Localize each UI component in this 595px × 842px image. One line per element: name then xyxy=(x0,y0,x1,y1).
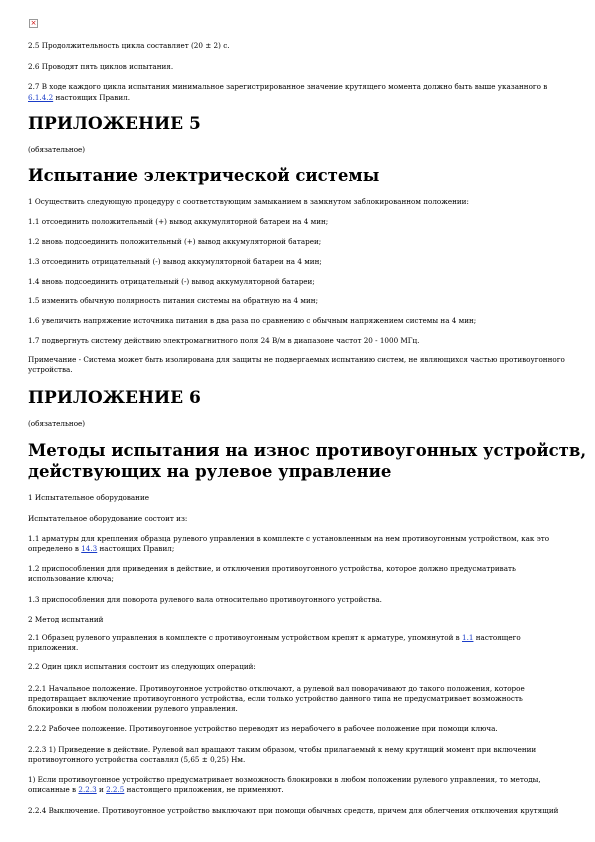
broken-image-icon: × xyxy=(30,19,37,27)
app5-item-1-6: 1.6 увеличить напряжение источника питания в два раза по сравнению с обычным напряжением системы на 4 мин; xyxy=(28,316,477,325)
appendix-6-mandatory: (обязательное) xyxy=(28,419,86,428)
app6-item-2-1-line-2: приложения. xyxy=(28,643,79,652)
paragraph-2-7 xyxy=(28,81,566,92)
app6-item-2-2-1-line-3: блокировки в любом положении рулевого управления. xyxy=(28,704,238,713)
paragraph-2-7-text: 2.7 В ходе каждого цикла испытания минимальное зарегистрированное значение крутящего момента должно быть выше указанного в xyxy=(28,82,548,91)
app6-item-2-1-suffix: настоящего xyxy=(473,633,521,642)
app5-item-1-4: 1.4 вновь подсоединить отрицательный (-) вывод аккумуляторной батареи; xyxy=(28,277,315,286)
footnote-line-1: 1) Если противоугонное устройство предусматривает возможность блокировки в любом положении рулевого управления, то методы, xyxy=(28,775,541,784)
app6-section-2: 2 Метод испытаний xyxy=(28,615,104,624)
footnote-line-2 xyxy=(28,784,566,795)
app5-item-1-2: 1.2 вновь подсоединить положительный (+) вывод аккумуляторной батареи; xyxy=(28,237,322,246)
app6-item-2-2-3-line-1: 2.2.3 1) Приведение в действие. Рулевой вал вращают таким образом, чтобы прилагаемый к нему крутящий момент при включении xyxy=(28,745,537,754)
app6-item-1-1-line-2 xyxy=(28,543,566,554)
app6-item-2-2-4: 2.2.4 Выключение. Противоугонное устройство выключают при помощи обычных средств, причем для облегчения отключения крутящий xyxy=(28,806,559,815)
appendix-6-heading-line-2: действующих на рулевое управление xyxy=(28,462,392,481)
appendix-6-heading-line-1: Методы испытания на износ противоугонных устройств, xyxy=(28,441,587,460)
app6-item-1-1-prefix: определено в xyxy=(28,544,82,553)
app5-item-1-1: 1.1 отсоединить положительный (+) вывод аккумуляторной батареи на 4 мин; xyxy=(28,217,329,226)
app6-section-1-intro: Испытательное оборудование состоит из: xyxy=(28,514,188,523)
appendix-6-title: ПРИЛОЖЕНИЕ 6 xyxy=(28,388,201,408)
app6-item-1-2-line-1: 1.2 приспособления для приведения в действие, и отключения противоугонного устройства, которое должно предусматривать xyxy=(28,564,516,573)
app6-item-1-3: 1.3 приспособления для поворота рулевого вала относительно противоугонного устройства. xyxy=(28,595,382,604)
link-6-1-4-2[interactable]: 6.1.4.2 xyxy=(28,93,54,102)
paragraph-2-5: 2.5 Продолжительность цикла составляет (20 ± 2) с. xyxy=(28,41,230,50)
footnote-prefix: описанные в xyxy=(28,785,79,794)
app6-item-2-1-text: 2.1 Образец рулевого управления в комплекте с противоугонным устройством крепят к арматуре, упомянутой в xyxy=(28,633,463,642)
app6-section-1: 1 Испытательное оборудование xyxy=(28,493,150,502)
app5-note-line-2: устройства. xyxy=(28,365,73,374)
footnote-conj: и xyxy=(96,785,107,794)
link-14-3[interactable]: 14.3 xyxy=(81,544,98,553)
app6-item-1-1-suffix: настоящих Правил; xyxy=(97,544,175,553)
link-2-2-5[interactable]: 2.2.5 xyxy=(106,785,125,794)
app5-item-1-5: 1.5 изменить обычную полярность питания системы на обратную на 4 мин; xyxy=(28,296,319,305)
app6-item-2-2-1-line-2: предотвращает включение противоугонного устройства, если только устройство данного типа не предусматривает возможность xyxy=(28,694,523,703)
app5-item-1-7: 1.7 подвергнуть систему действию электромагнитного поля 24 В/м в диапазоне частот 20 - 1000 МГц. xyxy=(28,336,420,345)
paragraph-2-6: 2.6 Проводят пять циклов испытания. xyxy=(28,62,174,71)
app6-item-2-2-1-line-1: 2.2.1 Начальное положение. Противоугонное устройство отключают, а рулевой вал поворачивают до такого положения, которое xyxy=(28,684,525,693)
app6-item-2-2-3-line-2: противоугонного устройства составлял (5,65 ± 0,25) Нм. xyxy=(28,755,246,764)
app6-item-1-2-line-2: использование ключа; xyxy=(28,574,114,583)
appendix-5-heading: Испытание электрической системы xyxy=(28,166,380,185)
app6-item-2-2-2: 2.2.2 Рабочее положение. Противоугонное устройство переводят из нерабочего в рабочее положение при помощи ключа. xyxy=(28,724,498,733)
appendix-5-mandatory: (обязательное) xyxy=(28,145,86,154)
app5-item-1: 1 Осуществить следующую процедуру с соответствующим замыканием в замкнутом заблокированном положении: xyxy=(28,197,469,206)
paragraph-2-7-cont xyxy=(28,92,566,103)
link-1-1[interactable]: 1.1 xyxy=(462,633,474,642)
footnote-suffix: настоящего приложения, не применяют. xyxy=(124,785,284,794)
app6-item-2-2: 2.2 Один цикл испытания состоит из следующих операций: xyxy=(28,662,256,671)
app5-item-1-3: 1.3 отсоединить отрицательный (-) вывод аккумуляторной батареи на 4 мин; xyxy=(28,257,322,266)
app5-note-line-1: Примечание - Система может быть изолирована для защиты не подвергаемых испытанию систем, не являющихся частью противоугонного xyxy=(28,355,565,364)
appendix-5-title: ПРИЛОЖЕНИЕ 5 xyxy=(28,114,201,134)
paragraph-2-7-tail: настоящих Правил. xyxy=(53,93,131,102)
link-2-2-3[interactable]: 2.2.3 xyxy=(78,785,97,794)
app6-item-1-1-line-1: 1.1 арматуры для крепления образца рулевого управления в комплекте с установленным на нем противоугонным устройством, как это xyxy=(28,534,550,543)
